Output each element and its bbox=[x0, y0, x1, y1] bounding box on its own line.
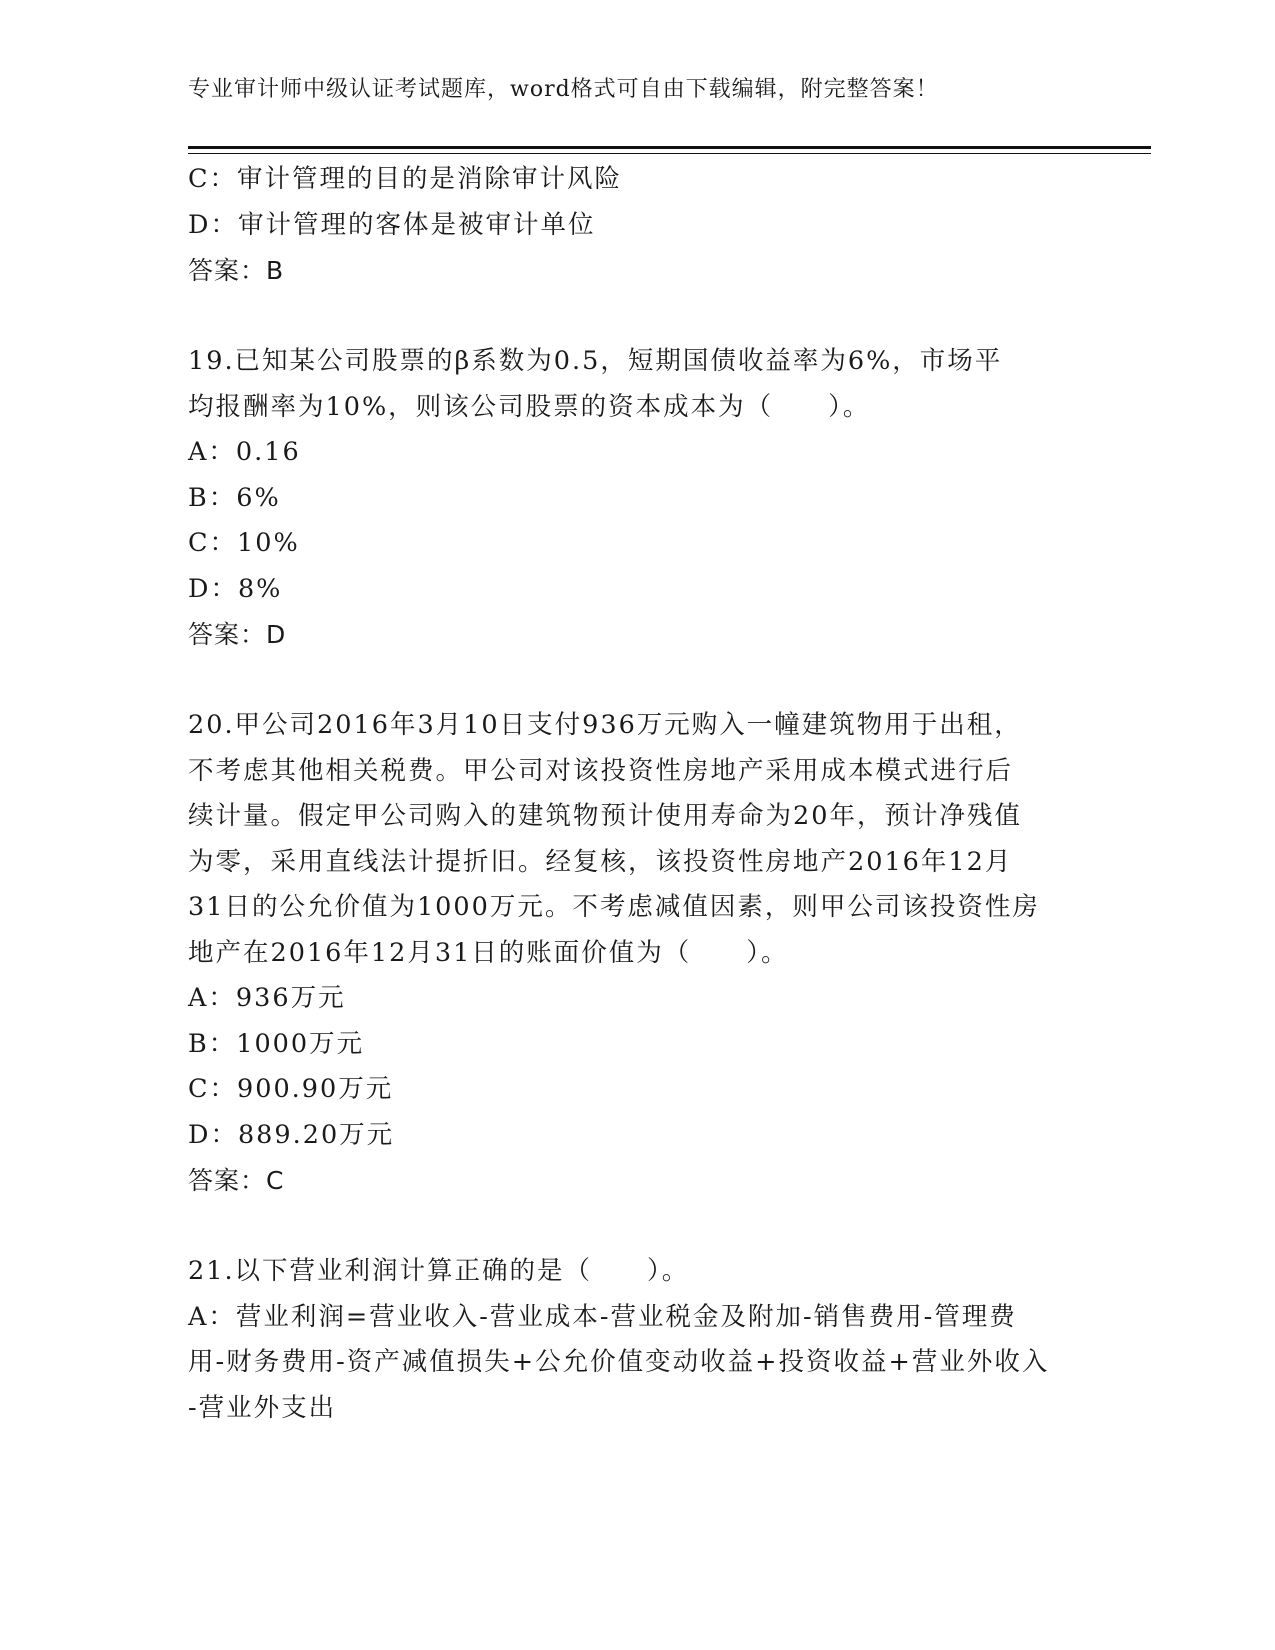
question-stem-line: 19.已知某公司股票的β系数为0.5，短期国债收益率为6%，市场平 bbox=[188, 346, 1003, 376]
question-19 bbox=[188, 339, 1088, 658]
option-a: A：0.16 bbox=[188, 437, 301, 467]
option-d: D：8% bbox=[188, 573, 283, 604]
spacer bbox=[188, 658, 1088, 704]
option-a-continued: -营业外支出 bbox=[188, 1392, 337, 1423]
question-21 bbox=[188, 1249, 1088, 1431]
header-rule-thick bbox=[188, 146, 1151, 149]
question-18 bbox=[188, 157, 1088, 294]
option-c: C：审计管理的目的是消除审计风险 bbox=[188, 164, 623, 194]
option-c: C：10% bbox=[188, 528, 300, 558]
answer-label: 答案：C bbox=[188, 1166, 285, 1195]
option-b: B：1000万元 bbox=[188, 1028, 365, 1059]
option-a: A：营业利润=营业收入-营业成本-营业税金及附加-销售费用-管理费 bbox=[188, 1301, 1017, 1332]
option-c: C：900.90万元 bbox=[188, 1074, 394, 1104]
answer-label: 答案：D bbox=[188, 620, 287, 649]
question-stem-line: 31日的公允价值为1000万元。不考虑减值因素，则甲公司该投资性房 bbox=[188, 892, 1040, 922]
question-stem-line: 均报酬率为10%，则该公司股票的资本成本为（ ）。 bbox=[188, 391, 871, 422]
question-stem-line: 21.以下营业利润计算正确的是（ ）。 bbox=[188, 1256, 690, 1286]
header-rule-thin bbox=[188, 153, 1151, 154]
question-stem-line: 20.甲公司2016年3月10日支付936万元购入一幢建筑物用于出租， bbox=[188, 710, 1022, 740]
question-stem-line: 地产在2016年12月31日的账面价值为（ ）。 bbox=[188, 937, 789, 968]
question-stem-line: 不考虑其他相关税费。甲公司对该投资性房地产采用成本模式进行后 bbox=[188, 755, 1014, 786]
option-d: D：审计管理的客体是被审计单位 bbox=[188, 209, 596, 240]
option-b: B：6% bbox=[188, 482, 281, 513]
spacer bbox=[188, 294, 1088, 340]
option-a-continued: 用-财务费用-资产减值损失+公允价值变动收益+投资收益+营业外收入 bbox=[188, 1347, 1050, 1377]
spacer bbox=[188, 1204, 1088, 1250]
question-20 bbox=[188, 703, 1088, 1204]
answer-label: 答案：B bbox=[188, 256, 285, 285]
option-a: A：936万元 bbox=[188, 983, 346, 1013]
option-d: D：889.20万元 bbox=[188, 1119, 395, 1150]
question-stem-line: 续计量。假定甲公司购入的建筑物预计使用寿命为20年，预计净残值 bbox=[188, 801, 1022, 831]
page-header: 专业审计师中级认证考试题库，word格式可自由下载编辑，附完整答案！ bbox=[188, 77, 939, 102]
question-stem-line: 为零，采用直线法计提折旧。经复核，该投资性房地产2016年12月 bbox=[188, 846, 1013, 877]
question-content bbox=[188, 157, 1088, 1431]
